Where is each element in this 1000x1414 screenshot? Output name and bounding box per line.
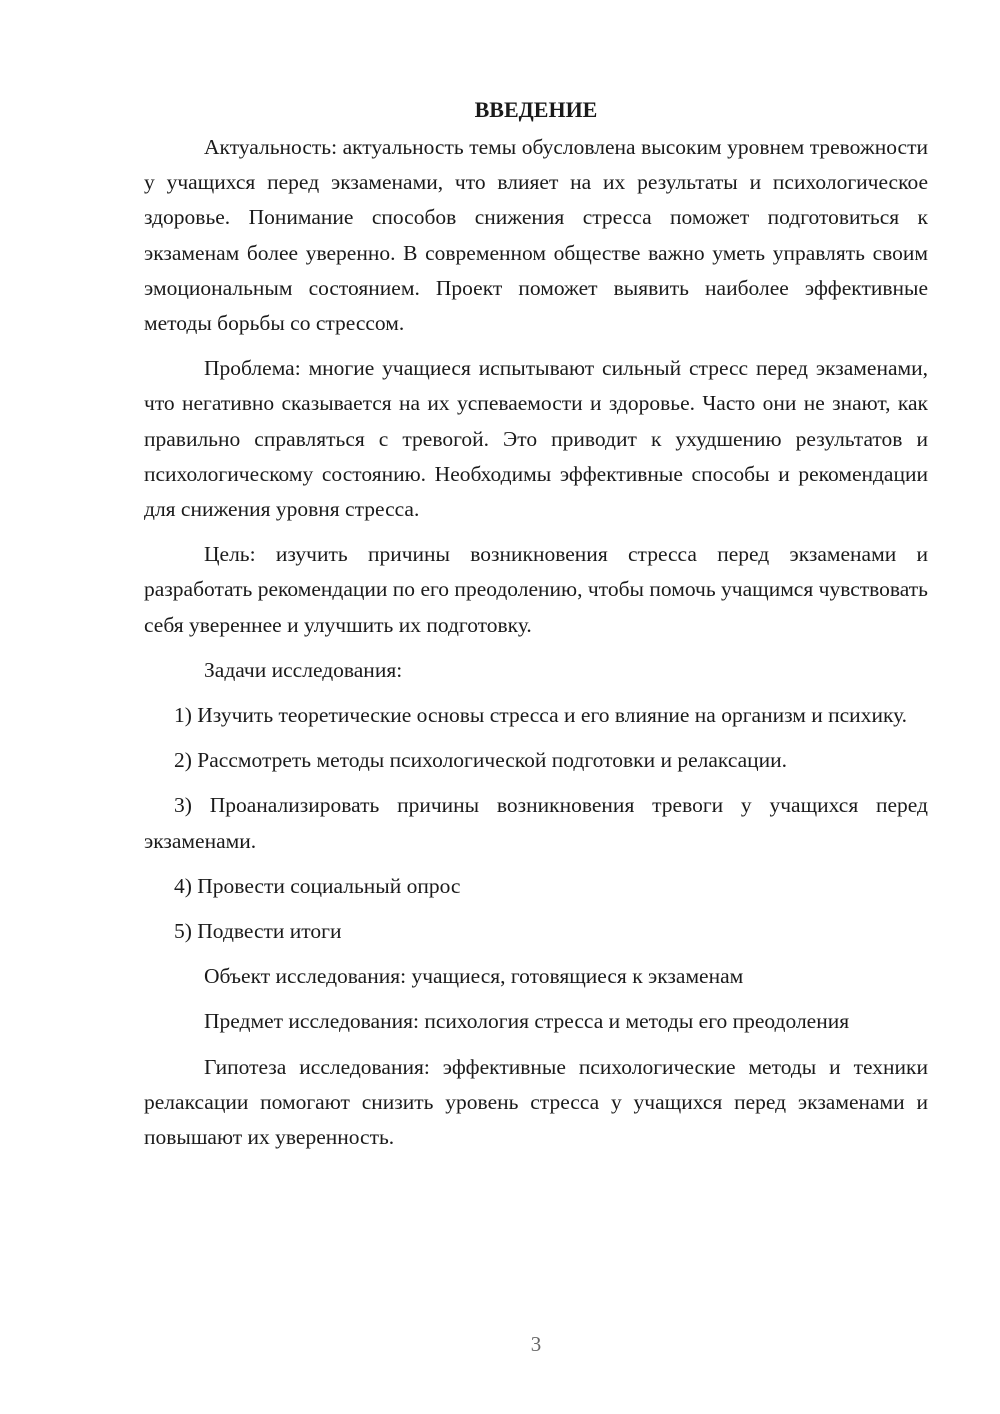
task-item-1: 1) Изучить теоретические основы стресса и его влияние на организм и психику. — [174, 703, 908, 728]
goal-paragraph: Цель: изучить причины возникновения стресса перед экзаменами и разработать рекомендации по его преодолению, чтобы помочь учащимся чувствовать себя увереннее и улучшить их подготовку. — [144, 542, 928, 637]
task-item-3: 3) Проанализировать причины возникновения тревоги у учащихся перед экзаменами. — [144, 793, 928, 853]
task-item-5: 5) Подвести итоги — [174, 919, 342, 944]
relevance-paragraph: Актуальность: актуальность темы обусловлена высоким уровнем тревожности у учащихся перед экзаменами, что влияет на их результаты и психологическое здоровье. Понимание способов снижения стресса поможет подготовиться к экзаменам более уверенно. В современном обществе важно уметь управлять своим эмоциональным состоянием. Проект поможет выявить наиболее эффективные методы борьбы со стрессом. — [144, 135, 928, 336]
page-number: 3 — [530, 1332, 542, 1356]
task-item-4: 4) Провести социальный опрос — [174, 873, 461, 898]
page-heading: ВВЕДЕНИЕ — [474, 97, 598, 122]
problem-paragraph: Проблема: многие учащиеся испытывают сильный стресс перед экзаменами, что негативно сказывается на их успеваемости и здоровье. Часто они не знают, как правильно справляться с тревогой. Это приводит к ухудшению результатов и психологическому состоянию. Необходимы эффективные способы и рекомендации для снижения уровня стресса. — [144, 356, 928, 522]
hypothesis-paragraph: Гипотеза исследования: эффективные психологические методы и техники релаксации помогают снизить уровень стресса у учащихся перед экзаменами и повышают их уверенность. — [144, 1054, 928, 1150]
subject-paragraph: Предмет исследования: психология стресса и методы его преодоления — [204, 1009, 850, 1034]
task-item-2: 2) Рассмотреть методы психологической подготовки и релаксации. — [174, 748, 788, 773]
document-page — [144, 92, 928, 1165]
tasks-title: Задачи исследования: — [204, 657, 403, 682]
object-paragraph: Объект исследования: учащиеся, готовящиеся к экзаменам — [204, 964, 744, 989]
